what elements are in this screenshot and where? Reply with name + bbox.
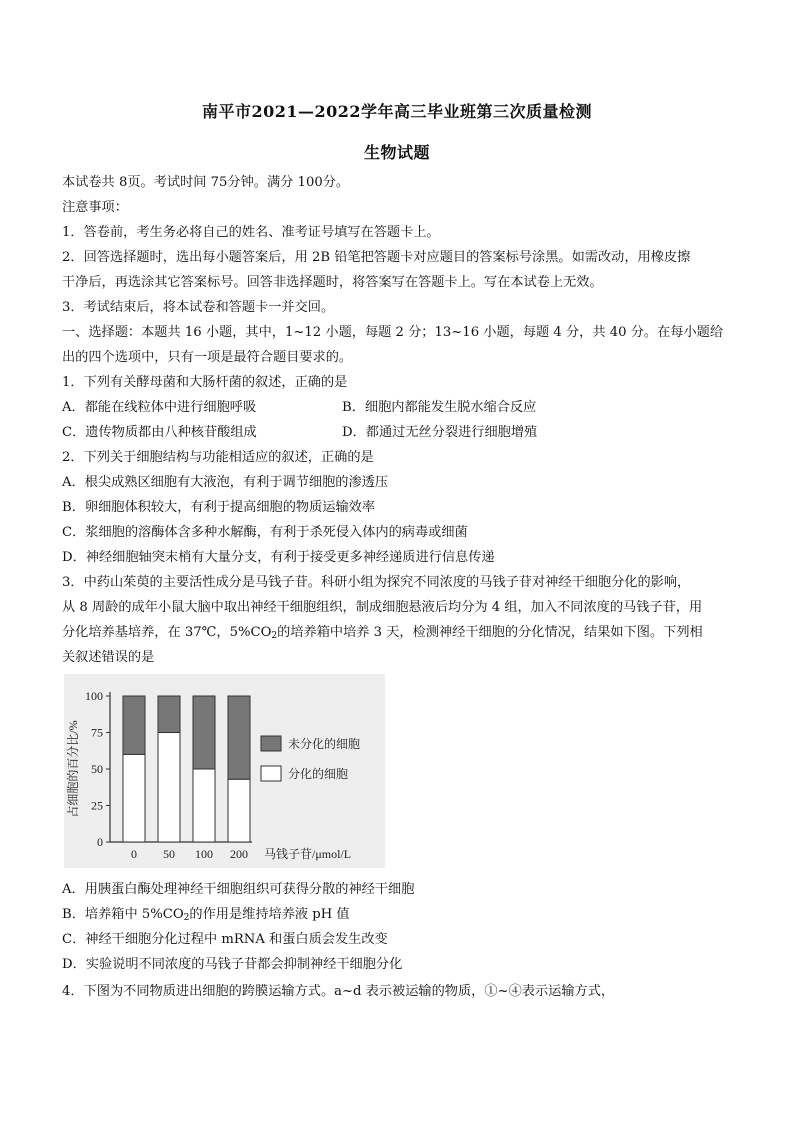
q1-stem: 1．下列有关酵母菌和大肠杆菌的叙述，正确的是 bbox=[62, 375, 348, 390]
note-item: 1．答卷前，考生务必将自己的姓名、准考证号填写在答题卡上。 bbox=[62, 225, 440, 240]
bar-segment bbox=[123, 754, 145, 842]
stacked-bar-chart bbox=[64, 674, 385, 868]
legend-swatch bbox=[261, 766, 281, 781]
q2-option-d: D．神经细胞轴突末梢有大量分支，有利于接受更多神经递质进行信息传递 bbox=[62, 550, 495, 565]
y-tick-label: 100 bbox=[85, 689, 103, 703]
bar-segment bbox=[193, 769, 215, 842]
q2-stem: 2．下列关于细胞结构与功能相适应的叙述，正确的是 bbox=[62, 450, 374, 465]
q3-option-d: D．实验说明不同浓度的马钱子苷都会抑制神经干细胞分化 bbox=[62, 957, 403, 972]
x-tick-label: 200 bbox=[230, 847, 248, 861]
legend-swatch bbox=[261, 736, 281, 751]
exam-intro: 本试卷共 8页。考试时间 75分钟。满分 100分。 bbox=[62, 175, 350, 190]
q4-stem: 4．下图为不同物质进出细胞的跨膜运输方式。a~d 表示被运输的物质，①~④表示运输方式， bbox=[62, 984, 615, 999]
q3-stem-part: 分化培养基培养，在 37℃，5%CO bbox=[62, 625, 272, 640]
q1-option-d: D．都通过无丝分裂进行细胞增殖 bbox=[342, 425, 538, 440]
q3-stem-cont: 从 8 周龄的成年小鼠大脑中取出神经干细胞组织，制成细胞悬液后均分为 4 组，加入不同浓度的马钱子苷，用 bbox=[62, 600, 703, 615]
q2-option-c: C．浆细胞的溶酶体含多种水解酶，有利于杀死侵入体内的病毒或细菌 bbox=[62, 525, 468, 540]
subscript: 2 bbox=[271, 631, 278, 641]
note-item: 3．考试结束后，将本试卷和答题卡一并交回。 bbox=[62, 300, 335, 315]
q3-option-a: A．用胰蛋白酶处理神经干细胞组织可获得分散的神经干细胞 bbox=[62, 882, 415, 897]
q3-option-b-part: 的作用是维持培养液 pH 值 bbox=[189, 907, 350, 922]
q2-option-b: B．卵细胞体积较大，有利于提高细胞的物质运输效率 bbox=[62, 500, 376, 515]
q1-option-a: A．都能在线粒体中进行细胞呼吸 bbox=[62, 400, 257, 415]
q3-option-b bbox=[62, 905, 734, 925]
notes-heading: 注意事项： bbox=[62, 200, 128, 215]
q1-option-b: B．细胞内都能发生脱水缩合反应 bbox=[342, 400, 537, 415]
bar-segment bbox=[193, 696, 215, 769]
y-tick-label: 0 bbox=[97, 835, 103, 849]
x-axis-label: 马钱子苷/μmol/L bbox=[264, 847, 352, 861]
y-tick-label: 75 bbox=[91, 725, 103, 740]
q1-options-row2 bbox=[62, 423, 734, 443]
note-item: 2．回答选择题时，选出每小题答案后，用 2B 铅笔把答题卡对应题目的答案标号涂黑。如需改动，用橡皮擦 bbox=[62, 250, 691, 265]
chart-svg bbox=[64, 674, 385, 868]
subject-title: 生物试题 bbox=[363, 143, 430, 162]
bar-segment bbox=[228, 696, 250, 779]
x-tick-label: 100 bbox=[195, 847, 213, 861]
y-tick-label: 25 bbox=[91, 798, 103, 813]
q3-option-b-part: B．培养箱中 5%CO bbox=[62, 907, 184, 922]
y-axis-label: 占细胞的百分比/% bbox=[66, 720, 80, 818]
x-tick-label: 0 bbox=[131, 847, 137, 861]
q3-stem: 3．中药山茱萸的主要活性成分是马钱子苷。科研小组为探究不同浓度的马钱子苷对神经干细胞分化的影响， bbox=[62, 575, 691, 590]
q1-options-row1 bbox=[62, 398, 734, 418]
section-heading: 一、选择题：本题共 16 小题，其中，1~12 小题，每题 2 分；13~16 小题，每题 4 分，共 40 分。在每小题给 bbox=[62, 325, 724, 340]
y-tick-label: 50 bbox=[91, 762, 103, 776]
bar-segment bbox=[123, 696, 145, 754]
bar-segment bbox=[228, 779, 250, 842]
x-tick-label: 50 bbox=[163, 847, 175, 861]
q3-stem-cont: 关叙述错误的是 bbox=[62, 650, 155, 665]
bar-segment bbox=[158, 696, 180, 733]
q3-option-c: C．神经干细胞分化过程中 mRNA 和蛋白质会发生改变 bbox=[62, 932, 388, 947]
q3-stem-part: 的培养箱中培养 3 天，检测神经干细胞的分化情况，结果如下图。下列相 bbox=[277, 625, 703, 640]
q2-option-a: A．根尖成熟区细胞有大液泡，有利于调节细胞的渗透压 bbox=[62, 475, 389, 490]
q1-option-c: C．遗传物质都由八种核苷酸组成 bbox=[62, 425, 257, 440]
subscript: 2 bbox=[183, 913, 190, 923]
note-item: 干净后，再选涂其它答案标号。回答非选择题时，将答案写在答题卡上。写在本试卷上无效。 bbox=[62, 275, 603, 290]
bar-segment bbox=[158, 733, 180, 843]
legend-label: 分化的细胞 bbox=[288, 767, 349, 781]
legend-label: 未分化的细胞 bbox=[288, 737, 361, 751]
exam-title: 南平市2021—2022学年高三毕业班第三次质量检测 bbox=[201, 102, 593, 121]
q3-stem-cont bbox=[62, 623, 734, 643]
section-heading-cont: 出的四个选项中，只有一项是最符合题目要求的。 bbox=[62, 350, 353, 365]
